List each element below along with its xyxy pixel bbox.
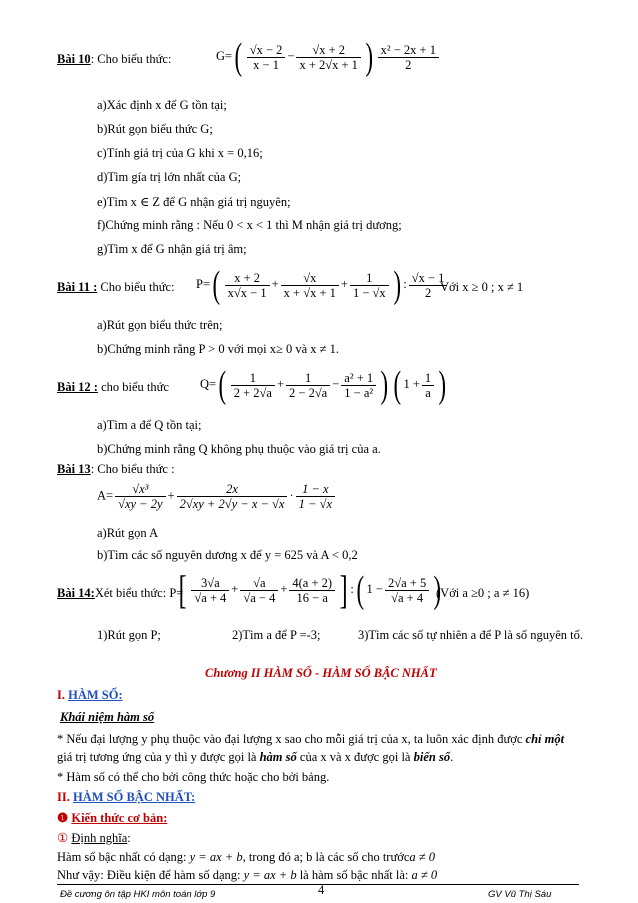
- fraction: $\frac{√x - 2}{x - 1}$: [247, 43, 286, 72]
- bai14-label: Bài 14:: [57, 586, 95, 600]
- bai14-q1: 1)Rút gọn P;: [97, 628, 161, 642]
- section2-line2: Như vậy: Điều kiện để hàm số dạng: y = ax + b là hàm số bậc nhất là: a ≠ 0: [57, 868, 438, 882]
- bai13-item-a: a)Rút gọn A: [97, 526, 159, 540]
- bai11-item-b: b)Chứng minh rằng P > 0 với mọi x≥ 0 và x ≠ 1.: [97, 342, 340, 356]
- formula-prefix: Q=: [200, 376, 217, 391]
- fraction: $\frac{√x + 2}{x + 2√x + 1}$: [296, 43, 360, 72]
- bai10-intro: : Cho biểu thức:: [90, 52, 172, 66]
- bai12-formula: Q=( $\frac{1}{2 + 2√a}$ + $\frac{1}{2 - 2√a}$ − $\frac{\text{a² + 1}}{\text{1 − a²}}$ ) ( 1 + $\frac{1}{a}$ ): [200, 364, 447, 406]
- fraction: $\frac{\text{x² − 2x + 1}}{2}$: [378, 43, 439, 72]
- bai10-item-b: b)Rút gọn biểu thức G;: [97, 122, 213, 136]
- bai13-formula: A= $\frac{\text{√x³}}{√xy - 2y}$ + $\frac{2x}{2√xy + 2√y - x - √x}$ · $\frac{1 - x}{1 - √x}$: [97, 482, 337, 511]
- section1-subtitle: Khái niệm hàm số: [60, 710, 155, 724]
- bai12-label: Bài 12 :: [57, 380, 98, 394]
- bai11-item-a: a)Rút gọn biểu thức trên;: [97, 318, 223, 332]
- formula-prefix: P=: [196, 276, 211, 291]
- bai10-heading: [57, 52, 171, 67]
- section1-para2: * Hàm số có thể cho bởi công thức hoặc cho bởi bảng.: [57, 770, 330, 784]
- chapter-title: Chương II HÀM SỐ - HÀM SỐ BẬC NHẤT: [205, 666, 437, 680]
- section2-heading: II. HÀM SỐ BẬC NHẤT:: [57, 790, 196, 804]
- bai14-heading: [57, 586, 183, 601]
- bai11-condition: Với x ≥ 0 ; x ≠ 1: [440, 280, 524, 294]
- bai14-q3: 3)Tìm các số tự nhiên a để P là số nguyên tố.: [358, 628, 584, 642]
- circled-one-icon: ①: [57, 831, 69, 845]
- bai10-item-g: g)Tìm x để G nhận giá trị âm;: [97, 242, 247, 256]
- bullet-icon: ❶: [57, 811, 69, 825]
- bai11-label: Bài 11 :: [57, 280, 98, 294]
- bai14-q2: 2)Tìm a để P =-3;: [232, 628, 321, 642]
- bai10-label: Bài 10: [57, 52, 91, 66]
- formula-prefix: G=: [216, 48, 233, 63]
- formula-prefix: A=: [97, 488, 114, 503]
- bai10-item-a: a)Xác định x để G tồn tại;: [97, 98, 227, 112]
- section2-definition-label: ① Định nghĩa:: [57, 831, 131, 845]
- bai13-heading: [57, 462, 175, 477]
- bai10-item-c: c)Tính giá trị của G khi x = 0,16;: [97, 146, 263, 160]
- bai11-heading: [57, 280, 175, 295]
- bai13-label: Bài 13: [57, 462, 91, 476]
- bai14-condition: (Với a ≥0 ; a ≠ 16): [436, 586, 530, 600]
- section1-para1-line1: * Nếu đại lượng y phụ thuộc vào đại lượng x sao cho mỗi giá trị của x, ta luôn xác định được chỉ một: [57, 732, 565, 746]
- bai10-formula: G=( $\frac{√x - 2}{x - 1}$ − $\frac{√x + 2}{x + 2√x + 1}$ ) $\frac{\text{x² − 2x + 1}}{2}$: [216, 38, 441, 76]
- bai12-heading: [57, 380, 169, 395]
- bai13-item-b: b)Tìm các số nguyên dương x để y = 625 và A < 0,2: [97, 548, 358, 562]
- bai12-intro: cho biểu thức: [97, 380, 169, 394]
- bai12-item-b: b)Chứng minh rằng Q không phụ thuộc vào giá trị của a.: [97, 442, 381, 456]
- bai11-formula: P=( $\frac{x + 2}{x√x - 1}$ + $\frac{√x}{x + √x + 1}$ + $\frac{1}{1 - √x}$ ) : $\frac{√x - 1}{2}$: [196, 266, 449, 304]
- bai14-formula: [ $\frac{3√a}{√a + 4}$ + $\frac{√a}{√a - 4}$ + $\frac{4(a + 2)}{16 - a}$ ] :( 1 − $\frac{2√a + 5}{√a + 4}$ ): [178, 567, 442, 612]
- bai12-item-a: a)Tìm a để Q tồn tại;: [97, 418, 202, 432]
- section1-para1-line2: giá trị tương ứng của y thì y được gọi là hàm số của x và x được gọi là biến số.: [57, 750, 454, 764]
- page-number: 4: [318, 883, 325, 897]
- section2-line1: Hàm số bậc nhất có dạng: y = ax + b, trong đó a; b là các số cho trướca ≠ 0: [57, 850, 436, 864]
- footer-right: GV Vũ Thị Sáu: [488, 889, 552, 900]
- section2-subheading: ❶ Kiến thức cơ bản:: [57, 811, 168, 825]
- bai10-item-e: e)Tìm x ∈ Z để G nhận giá trị nguyên;: [97, 195, 291, 209]
- bai13-intro: : Cho biểu thức :: [90, 462, 175, 476]
- bai10-item-d: d)Tìm gía trị lớn nhất của G;: [97, 170, 242, 184]
- bai14-intro: Xét biểu thức: P=: [94, 586, 184, 600]
- bai10-item-f: f)Chứng minh rằng : Nếu 0 < x < 1 thì M nhận giá trị dương;: [97, 218, 402, 232]
- section1-heading: I. HÀM SỐ:: [57, 688, 123, 702]
- bai11-intro: Cho biểu thức:: [97, 280, 175, 294]
- footer-left: Đề cương ôn tập HKI môn toán lớp 9: [60, 889, 216, 900]
